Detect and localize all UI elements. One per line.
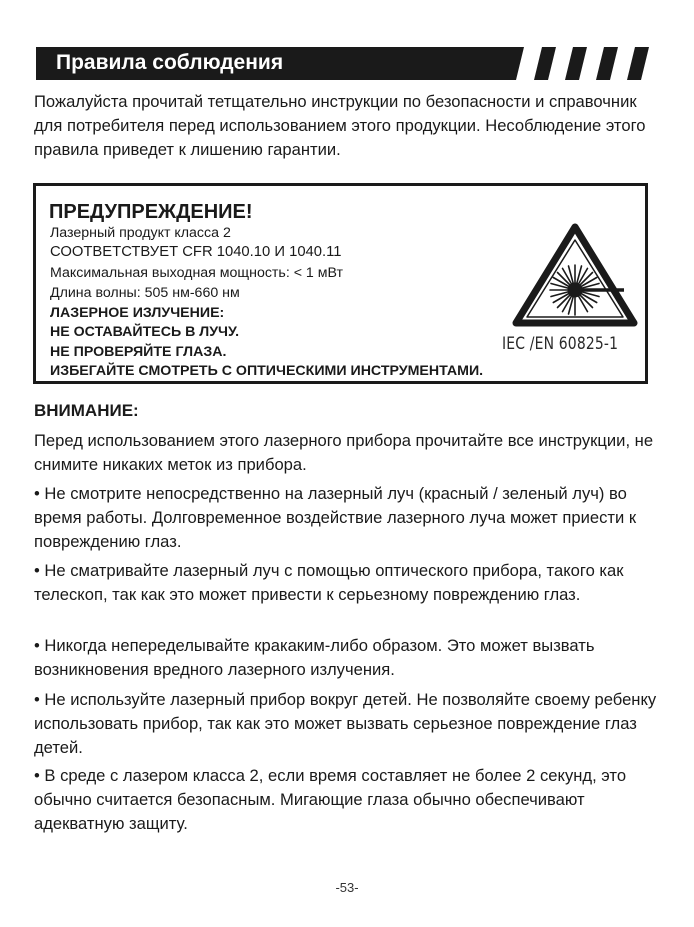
page-number: -53- [335, 880, 359, 895]
intro-paragraph: Пожалуйста прочитай тетщательно инструкции по безопасности и справочник для потребителя перед использованием этого продукции. Несоблюдение этого правила приведет к лишению гарантии. [34, 92, 646, 159]
list-item: • В среде с лазером класса 2, если время составляет не более 2 секунд, это обычно считается безопасным. Мигающие глаза обычно обеспечивают адекватную защиту. [34, 766, 627, 833]
warning-line: Длина волны: 505 нм-660 нм [50, 285, 240, 301]
warning-box [33, 183, 648, 384]
warning-line: НЕ ОСТАВАЙТЕСЬ В ЛУЧУ. [50, 324, 240, 340]
laser-hazard-icon [512, 223, 638, 327]
warning-line: НЕ ПРОВЕРЯЙТЕ ГЛАЗА. [50, 344, 227, 360]
list-item: • Никогда непеределывайте кракаким-либо образом. Это может вызвать возникновения вредного лазерного излучения. [34, 636, 595, 679]
caution-title: ВНИМАНИЕ: [34, 401, 139, 420]
warning-line: Максимальная выходная мощность: < 1 мВт [50, 265, 344, 281]
caution-text: Перед использованием этого лазерного прибора прочитайте все инструкции, не снимите никаких меток из прибора. [34, 431, 654, 474]
warning-line: ЛАЗЕРНОЕ ИЗЛУЧЕНИЕ: [50, 305, 225, 321]
warning-line: СООТВЕТСТВУЕТ CFR 1040.10 И 1040.11 [50, 244, 342, 260]
list-item: • Не смотрите непосредственно на лазерный луч (красный / зеленый луч) во время работы. Долговременное воздействие лазерного луча может приести к повреждению глаз. [34, 484, 637, 551]
list-item: • Не сматривайте лазерный луч с помощью оптического прибора, такого как телескоп, так как это может привести к серьезному повреждению глаз. [34, 561, 624, 604]
list-item: • Не используйте лазерный прибор вокруг детей. Не позволяйте своему ребенку использовать прибор, так как это может вызвать серьезное повреждение глаз детей. [34, 690, 657, 757]
section-header [36, 47, 650, 80]
warning-line: Лазерный продукт класса 2 [50, 225, 231, 241]
warning-line: ИЗБЕГАЙТЕ СМОТРЕТЬ С ОПТИЧЕСКИМИ ИНСТРУМЕНТАМИ. [50, 363, 484, 379]
warning-title: ПРЕДУПРЕЖДЕНИЕ! [49, 201, 253, 223]
page-title: Правила соблюдения [56, 51, 284, 74]
standard-label: IEC /EN 60825-1 [502, 334, 619, 354]
